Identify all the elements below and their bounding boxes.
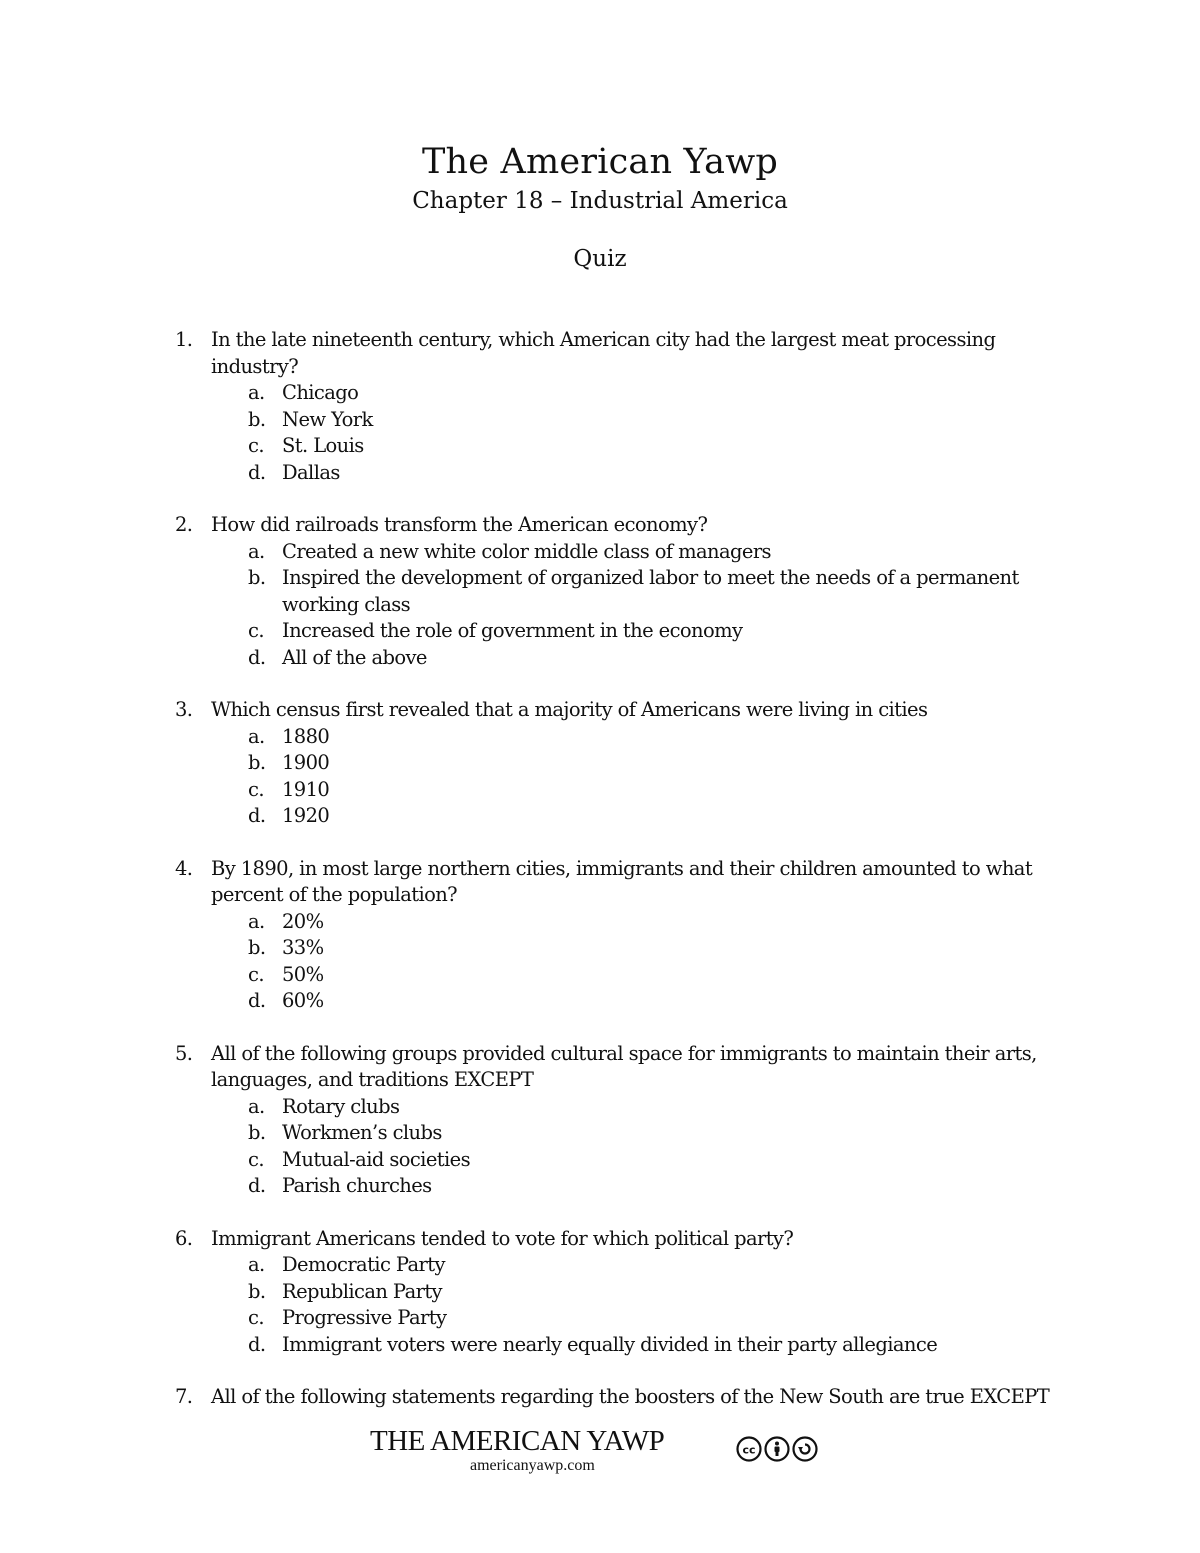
chapter-subtitle: Chapter 18 – Industrial America	[412, 188, 788, 214]
option-text: Republican Party	[282, 1279, 442, 1303]
option-letter: a.	[248, 724, 265, 748]
answer-option	[211, 433, 1080, 460]
question-text: Which census first revealed that a majority of Americans were living in cities	[211, 698, 928, 721]
option-text: 60%	[282, 989, 324, 1012]
answer-options	[211, 539, 1080, 672]
answer-option	[211, 988, 1080, 1015]
answer-option	[211, 1332, 1080, 1359]
answer-options	[211, 724, 1080, 830]
footer-logo-title: THE AMERICAN YAWP	[370, 1425, 665, 1457]
cc-icon	[736, 1436, 762, 1462]
question-list	[0, 327, 1200, 1437]
option-text: 33%	[282, 936, 324, 959]
question-number: 6.	[175, 1226, 193, 1250]
option-letter: b.	[248, 751, 266, 774]
option-letter: a.	[248, 539, 265, 563]
license-icons	[736, 1436, 818, 1462]
answer-option	[211, 962, 1080, 989]
question-item	[0, 1384, 1200, 1411]
option-letter: b.	[248, 936, 266, 959]
answer-option	[211, 803, 1080, 830]
option-text: Workmen’s clubs	[282, 1121, 442, 1144]
footer	[370, 1424, 840, 1484]
footer-url: americanyawp.com	[470, 1457, 595, 1474]
option-letter: b.	[248, 1279, 266, 1303]
answer-options	[211, 380, 1080, 486]
option-letter: b.	[248, 407, 266, 431]
option-letter: d.	[248, 1332, 266, 1356]
option-text: Mutual-aid societies	[282, 1147, 470, 1171]
option-letter: d.	[248, 460, 266, 484]
question-number: 7.	[175, 1385, 193, 1408]
option-text: Created a new white color middle class of managers	[282, 539, 771, 563]
option-text: Progressive Party	[282, 1306, 447, 1329]
answer-option	[211, 1279, 1080, 1306]
answer-option	[211, 1305, 1080, 1332]
answer-options	[211, 1094, 1080, 1200]
question-item	[0, 697, 1200, 830]
answer-option	[211, 935, 1080, 962]
question-text: By 1890, in most large northern cities, immigrants and their children amounted to what percent of the population?	[211, 856, 1033, 906]
svg-text:cc: cc	[742, 1443, 756, 1457]
answer-option	[211, 750, 1080, 777]
attribution-icon	[764, 1436, 790, 1462]
question-text: In the late nineteenth century, which American city had the largest meat processing industry?	[211, 328, 996, 378]
option-letter: d.	[248, 989, 266, 1012]
option-text: 50%	[282, 962, 324, 986]
option-letter: a.	[248, 1094, 265, 1118]
option-text: Chicago	[282, 381, 359, 404]
answer-option	[211, 909, 1080, 936]
question-number: 5.	[175, 1041, 193, 1065]
option-letter: c.	[248, 619, 264, 642]
answer-option	[211, 618, 1080, 645]
answer-option	[211, 539, 1080, 566]
answer-option	[211, 1252, 1080, 1279]
option-letter: c.	[248, 1306, 264, 1329]
question-item	[0, 1041, 1200, 1200]
answer-options	[211, 909, 1080, 1015]
option-letter: d.	[248, 804, 266, 827]
answer-option	[211, 1173, 1080, 1200]
option-text: Parish churches	[282, 1174, 432, 1197]
option-text: St. Louis	[282, 434, 364, 457]
option-letter: a.	[248, 381, 265, 404]
answer-options	[211, 1252, 1080, 1358]
answer-option	[211, 1120, 1080, 1147]
answer-option	[211, 1094, 1080, 1121]
question-item	[0, 327, 1200, 486]
page-title: The American Yawp	[422, 142, 778, 182]
question-item	[0, 856, 1200, 1015]
answer-option	[211, 1147, 1080, 1174]
question-text: Immigrant Americans tended to vote for which political party?	[211, 1226, 794, 1250]
option-letter: c.	[248, 962, 264, 986]
option-text: Dallas	[282, 460, 340, 484]
option-text: 1910	[282, 777, 330, 801]
question-text: How did railroads transform the American economy?	[211, 513, 708, 536]
option-letter: d.	[248, 1174, 266, 1197]
answer-option	[211, 407, 1080, 434]
option-text: 1920	[282, 804, 330, 827]
answer-option	[211, 724, 1080, 751]
option-letter: c.	[248, 777, 264, 801]
question-number: 4.	[175, 856, 193, 880]
answer-option	[211, 380, 1080, 407]
answer-option	[211, 460, 1080, 487]
answer-option	[211, 777, 1080, 804]
option-letter: b.	[248, 1121, 266, 1144]
option-text: Rotary clubs	[282, 1094, 400, 1118]
question-text: All of the following groups provided cultural space for immigrants to maintain their arts, languages, and traditions EXCEPT	[211, 1041, 1037, 1091]
option-letter: c.	[248, 1147, 264, 1171]
option-letter: a.	[248, 1253, 265, 1276]
option-letter: a.	[248, 909, 265, 933]
quiz-label: Quiz	[573, 246, 627, 272]
option-text: Democratic Party	[282, 1253, 445, 1276]
option-text: 20%	[282, 909, 324, 933]
answer-option	[211, 565, 1080, 618]
question-number: 1.	[175, 328, 193, 351]
question-number: 3.	[175, 698, 193, 721]
option-text: Immigrant voters were nearly equally divided in their party allegiance	[282, 1332, 938, 1356]
option-letter: d.	[248, 645, 266, 669]
option-text: New York	[282, 407, 373, 431]
share-alike-icon	[792, 1436, 818, 1462]
option-text: Increased the role of government in the economy	[282, 619, 743, 642]
option-letter: c.	[248, 434, 264, 457]
option-text: 1880	[282, 724, 330, 748]
question-text: All of the following statements regarding the boosters of the New South are true EXCEPT	[211, 1385, 1050, 1408]
option-text: All of the above	[282, 645, 427, 669]
question-item	[0, 512, 1200, 671]
question-number: 2.	[175, 513, 193, 536]
option-text: 1900	[282, 751, 330, 774]
answer-option	[211, 645, 1080, 672]
option-letter: b.	[248, 566, 266, 589]
option-text: Inspired the development of organized labor to meet the needs of a permanent working class	[282, 566, 1019, 616]
question-item	[0, 1226, 1200, 1359]
